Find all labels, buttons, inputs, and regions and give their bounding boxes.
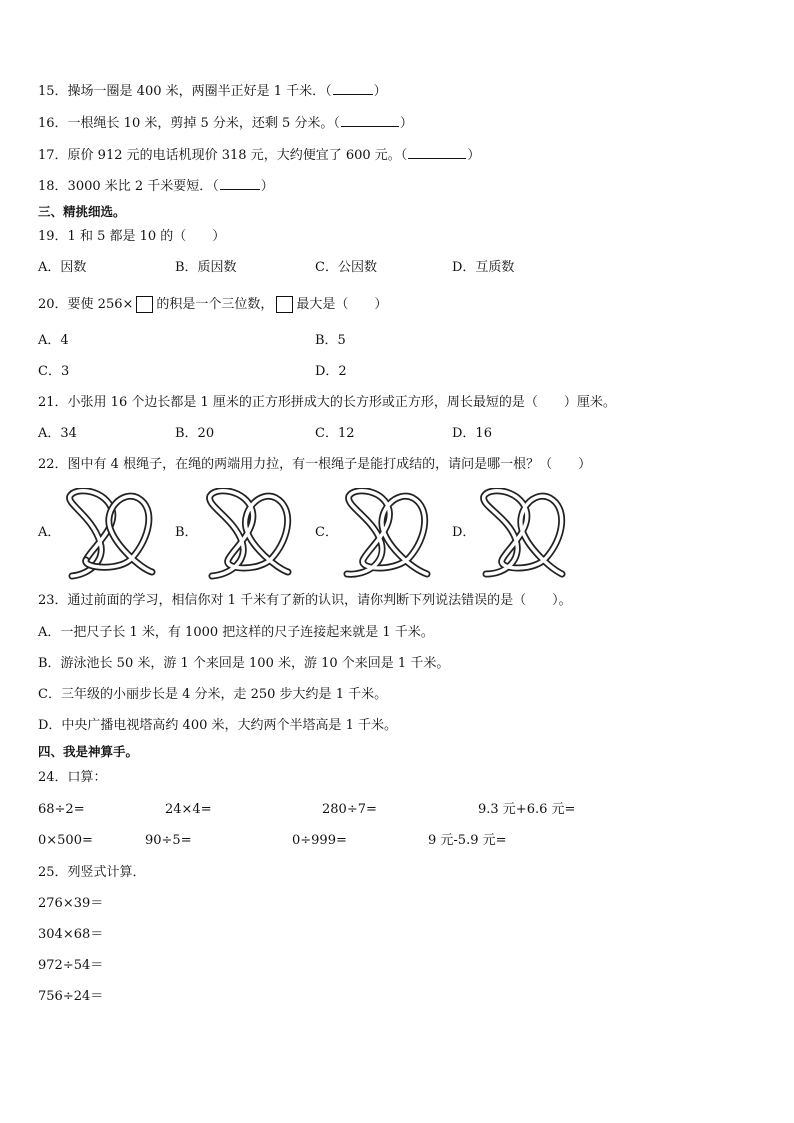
question-18 xyxy=(38,177,274,196)
q20-option-a[interactable]: A．4 xyxy=(38,333,69,348)
question-19-stem: 19．1 和 5 都是 10 的（ ） xyxy=(38,229,226,244)
q20-option-c[interactable]: C．3 xyxy=(38,364,70,379)
q20-box-2[interactable] xyxy=(276,296,293,313)
q24-item-8: 9 元-5.9 元= xyxy=(428,833,507,848)
q20-option-d[interactable]: D．2 xyxy=(315,364,347,379)
q25-item-4: 756÷24＝ xyxy=(38,989,104,1004)
q21-option-d[interactable]: D．16 xyxy=(452,426,492,441)
answer-blank-18[interactable] xyxy=(220,177,260,190)
q24-item-5: 0×500= xyxy=(38,833,93,848)
question-15-text: 15．操场一圈是 400 米，两圈半正好是 1 千米．（ xyxy=(38,84,332,99)
rope-knot-a-icon xyxy=(60,488,160,580)
q24-item-3: 280÷7= xyxy=(322,802,377,817)
q23-option-c[interactable]: C．三年级的小丽步长是 4 分米，走 250 步大约是 1 千米。 xyxy=(38,687,388,702)
question-25-stem: 25．列竖式计算． xyxy=(38,865,146,880)
q25-item-1: 276×39＝ xyxy=(38,896,104,911)
q25-item-3: 972÷54＝ xyxy=(38,958,104,973)
q20-stem-part-3: 最大是（ ） xyxy=(296,297,388,312)
answer-blank-15[interactable] xyxy=(333,82,373,95)
question-23-stem: 23．通过前面的学习，相信你对 1 千米有了新的认识，请你判断下列说法错误的是（ ）。 xyxy=(38,593,572,608)
question-15-end: ） xyxy=(373,84,387,99)
question-15 xyxy=(38,82,387,101)
q20-stem-part-2: 的积是一个三位数， xyxy=(156,297,274,312)
q22-option-c[interactable]: C． xyxy=(315,525,338,540)
q24-item-7: 0÷999= xyxy=(292,833,347,848)
question-24-stem: 24．口算： xyxy=(38,770,107,785)
rope-knot-b-icon xyxy=(198,488,298,580)
q19-option-a[interactable]: A．因数 xyxy=(38,260,87,275)
q23-option-b[interactable]: B．游泳池长 50 米，游 1 个来回是 100 米，游 10 个来回是 1 千米。 xyxy=(38,656,450,671)
q24-item-1: 68÷2= xyxy=(38,802,85,817)
q24-item-2: 24×4= xyxy=(165,802,212,817)
q25-item-2: 304×68＝ xyxy=(38,927,104,942)
q24-item-4: 9.3 元+6.6 元= xyxy=(478,802,576,817)
q19-option-b[interactable]: B．质因数 xyxy=(175,260,237,275)
q20-box-1[interactable] xyxy=(136,296,153,313)
q22-option-d[interactable]: D． xyxy=(452,525,476,540)
question-16-end: ） xyxy=(399,116,413,131)
question-17 xyxy=(38,146,480,165)
rope-knot-d-icon xyxy=(472,488,572,580)
question-21-stem: 21．小张用 16 个边长都是 1 厘米的正方形拼成大的长方形或正方形，周长最短的是（ ）厘米。 xyxy=(38,395,616,410)
section-3-title: 三、精挑细选。 xyxy=(38,204,126,219)
question-20-stem xyxy=(38,296,387,314)
q19-option-d[interactable]: D．互质数 xyxy=(452,260,515,275)
q19-option-c[interactable]: C．公因数 xyxy=(315,260,377,275)
q22-option-a[interactable]: A． xyxy=(38,525,61,540)
question-17-text: 17．原价 912 元的电话机现价 318 元，大约便宜了 600 元。（ xyxy=(38,148,408,163)
q22-option-b[interactable]: B． xyxy=(175,525,198,540)
question-22-stem: 22．图中有 4 根绳子，在绳的两端用力拉，有一根绳子是能打成结的，请问是哪一根？（ ） xyxy=(38,457,592,472)
q20-stem-part-1: 20．要使 256× xyxy=(38,297,134,312)
q23-option-d[interactable]: D．中央广播电视塔高约 400 米，大约两个半塔高是 1 千米。 xyxy=(38,718,398,733)
question-18-text: 18．3000 米比 2 千米要短．（ xyxy=(38,179,219,194)
q21-option-c[interactable]: C．12 xyxy=(315,426,355,441)
answer-blank-16[interactable] xyxy=(341,114,399,127)
q20-option-b[interactable]: B．5 xyxy=(315,333,346,348)
section-4-title: 四、我是神算手。 xyxy=(38,744,139,759)
question-16-text: 16．一根绳长 10 米，剪掉 5 分米，还剩 5 分米。（ xyxy=(38,116,340,131)
answer-blank-17[interactable] xyxy=(408,146,466,159)
q24-item-6: 90÷5= xyxy=(145,833,192,848)
question-16 xyxy=(38,114,413,133)
question-18-end: ） xyxy=(260,179,274,194)
rope-knot-c-icon xyxy=(335,488,435,580)
q21-option-a[interactable]: A．34 xyxy=(38,426,77,441)
question-17-end: ） xyxy=(467,148,481,163)
q23-option-a[interactable]: A．一把尺子长 1 米，有 1000 把这样的尺子连接起来就是 1 千米。 xyxy=(38,625,434,640)
q21-option-b[interactable]: B．20 xyxy=(175,426,215,441)
